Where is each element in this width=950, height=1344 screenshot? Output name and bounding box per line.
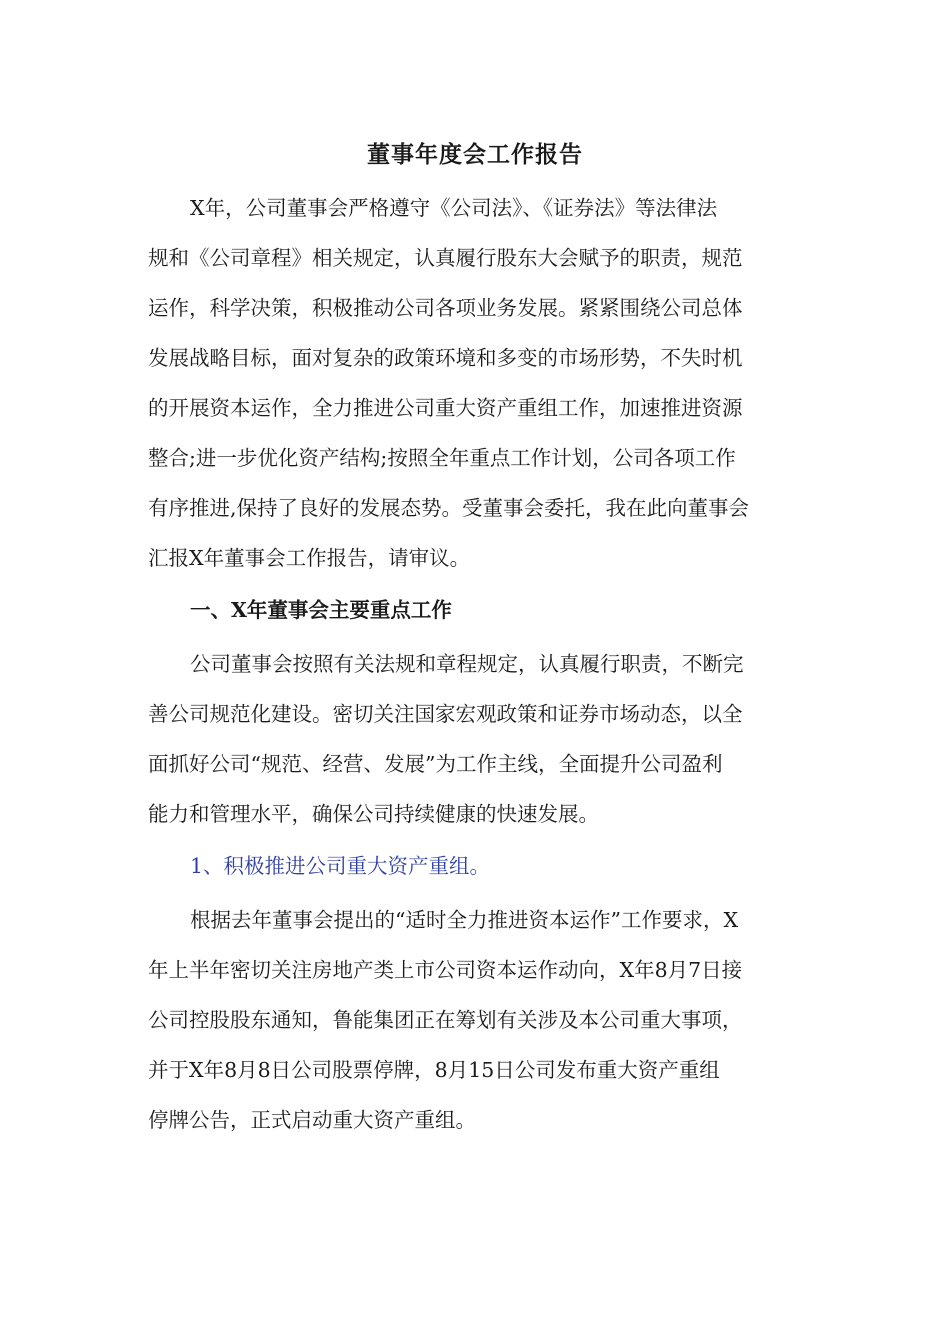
paragraph1-line-7: 有序推进,保持了良好的发展态势。受董事会委托，我在此向董事会 [148, 496, 750, 520]
document-title: 董事年度会工作报告 [367, 141, 583, 168]
paragraph1-line-3: 运作，科学决策，积极推动公司各项业务发展。紧紧围绕公司总体 [148, 296, 743, 320]
paragraph1-line-8: 汇报X年董事会工作报告，请审议。 [148, 546, 471, 570]
paragraph2-line-3: 面抓好公司“规范、经营、发展”为工作主线，全面提升公司盈利 [148, 752, 723, 776]
paragraph3-line-3: 公司控股股东通知，鲁能集团正在筹划有关涉及本公司重大事项， [148, 1008, 743, 1032]
paragraph2-line-2: 善公司规范化建设。密切关注国家宏观政策和证券市场动态，以全 [148, 702, 743, 726]
paragraph3-line-2: 年上半年密切关注房地产类上市公司资本运作动向，X年8月7日接 [148, 958, 743, 982]
paragraph1-line-4: 发展战略目标，面对复杂的政策环境和多变的市场形势，不失时机 [148, 346, 743, 370]
paragraph3-line-5: 停牌公告，正式启动重大资产重组。 [148, 1108, 476, 1132]
subsection-heading: 1、积极推进公司重大资产重组。 [190, 854, 491, 878]
paragraph3-line-1: 根据去年董事会提出的“适时全力推进资本运作”工作要求，X [190, 908, 739, 932]
paragraph1-line-5: 的开展资本运作，全力推进公司重大资产重组工作，加速推进资源 [148, 396, 743, 420]
paragraph2-line-1: 公司董事会按照有关法规和章程规定，认真履行职责，不断完 [190, 652, 744, 676]
paragraph1-line-2: 规和《公司章程》相关规定，认真履行股东大会赋予的职责，规范 [148, 246, 743, 270]
section-heading: 一、X年董事会主要重点工作 [190, 598, 452, 622]
paragraph2-line-4: 能力和管理水平，确保公司持续健康的快速发展。 [148, 802, 599, 826]
paragraph1-line-6: 整合;进一步优化资产结构;按照全年重点工作计划，公司各项工作 [148, 446, 736, 470]
paragraph3-line-4: 并于X年8月8日公司股票停牌，8月15日公司发布重大资产重组 [148, 1058, 720, 1082]
paragraph1-line-1: X年，公司董事会严格遵守《公司法》、《证券法》等法律法 [190, 196, 718, 220]
